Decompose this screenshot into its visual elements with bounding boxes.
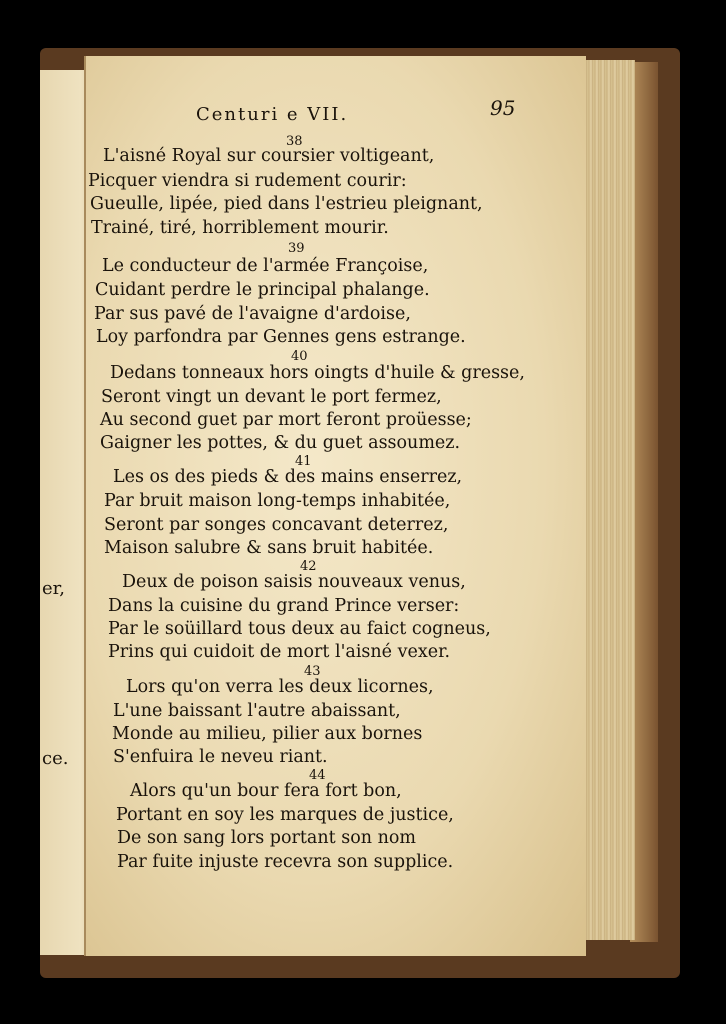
verse-line: Loy parfondra par Gennes gens estrange. bbox=[96, 327, 466, 347]
left-page-fragment: ce. bbox=[42, 748, 69, 769]
verse-line: Lors qu'on verra les deux licornes, bbox=[126, 677, 434, 697]
verse-line: Par bruit maison long-temps inhabitée, bbox=[104, 491, 451, 511]
page-number: 95 bbox=[490, 96, 516, 120]
verse-line: De son sang lors portant son nom bbox=[117, 828, 416, 848]
verse-line: Picquer viendra si rudement courir: bbox=[88, 171, 407, 191]
verse-line: Seront vingt un devant le port fermez, bbox=[101, 387, 442, 407]
verse-line: Dedans tonneaux hors oingts d'huile & gresse, bbox=[110, 363, 525, 383]
verse-line: Deux de poison saisis nouveaux venus, bbox=[122, 572, 466, 592]
verse-line: L'une baissant l'autre abaissant, bbox=[113, 701, 401, 721]
page-header: Centuri e VII. bbox=[196, 104, 349, 125]
verse-line: Trainé, tiré, horriblement mourir. bbox=[91, 218, 389, 238]
verse-line: Portant en soy les marques de justice, bbox=[116, 805, 454, 825]
verse-line: Gaigner les pottes, & du guet assoumez. bbox=[100, 433, 461, 453]
verse-line: S'enfuira le neveu riant. bbox=[113, 747, 328, 767]
verse-line: Par le soüillard tous deux au faict cogneus, bbox=[108, 619, 491, 639]
verse-line: Seront par songes concavant deterrez, bbox=[104, 515, 449, 535]
quatrain-number: 39 bbox=[288, 241, 305, 256]
quatrain-number: 44 bbox=[309, 768, 326, 783]
verse-line: Le conducteur de l'armée Françoise, bbox=[102, 256, 429, 276]
verse-line: Par fuite injuste recevra son supplice. bbox=[117, 852, 454, 872]
verse-line: Maison salubre & sans bruit habitée. bbox=[104, 538, 434, 558]
verse-line: Monde au milieu, pilier aux bornes bbox=[112, 724, 423, 744]
quatrain-number: 43 bbox=[304, 664, 321, 679]
verse-line: Dans la cuisine du grand Prince verser: bbox=[108, 596, 460, 616]
verse-line: L'aisné Royal sur coursier voltigeant, bbox=[103, 146, 435, 166]
quatrain-number: 38 bbox=[286, 134, 303, 149]
left-page-fragment: er, bbox=[42, 578, 66, 599]
quatrain-number: 41 bbox=[295, 454, 312, 469]
verse-line: Par sus pavé de l'avaigne d'ardoise, bbox=[94, 304, 411, 324]
verse-line: Au second guet par mort feront proüesse; bbox=[100, 410, 472, 430]
quatrain-number: 40 bbox=[291, 349, 308, 364]
verse-line: Prins qui cuidoit de mort l'aisné vexer. bbox=[108, 642, 451, 662]
verse-line: Cuidant perdre le principal phalange. bbox=[95, 280, 430, 300]
quatrain-number: 42 bbox=[300, 559, 317, 574]
verse-line: Gueulle, lipée, pied dans l'estrieu pleignant, bbox=[90, 194, 483, 214]
verse-line: Alors qu'un bour fera fort bon, bbox=[130, 781, 402, 801]
verse-line: Les os des pieds & des mains enserrez, bbox=[113, 467, 463, 487]
